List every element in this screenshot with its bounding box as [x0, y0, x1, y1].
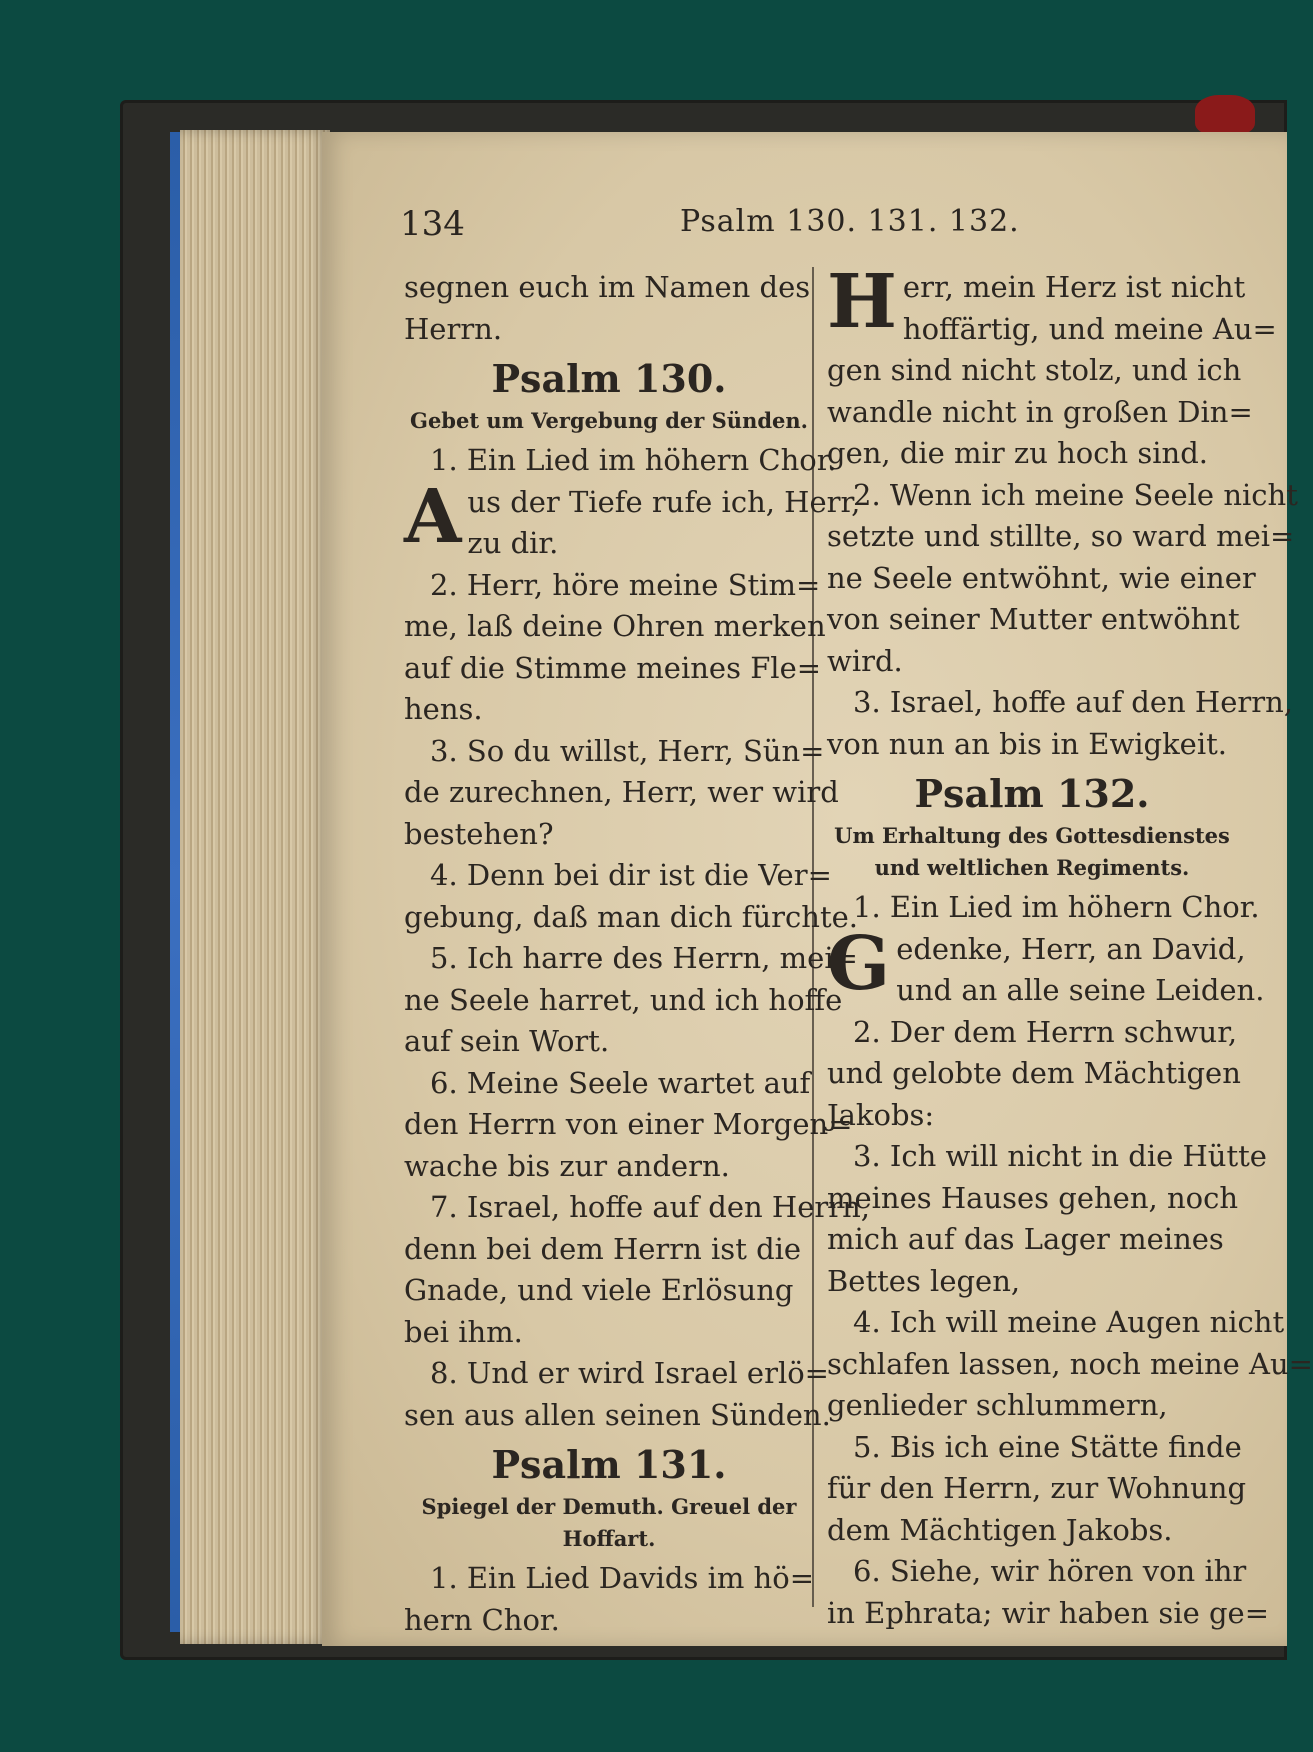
verse-line: 6. Meine Seele wartet auf: [430, 1065, 811, 1100]
text-line: err, mein Herz ist nicht: [902, 270, 1246, 304]
text-line: ne Seele entwöhnt, wie einer: [827, 560, 1256, 595]
verse-line: 3. Ich will nicht in die Hütte: [853, 1139, 1267, 1173]
verse-line: 2. Wenn ich meine Seele nicht: [853, 477, 1298, 512]
page-number: 134: [400, 204, 465, 244]
text-line: für den Herrn, zur Wohnung: [827, 1471, 1247, 1505]
text-line: zu dir.: [467, 526, 559, 560]
text-line: gen sind nicht stolz, und ich: [827, 353, 1242, 387]
text-line: Jakobs:: [827, 1097, 935, 1132]
verse-line: 2. Der dem Herrn schwur,: [853, 1014, 1238, 1049]
text-line: us der Tiefe rufe ich, Herr,: [467, 484, 861, 519]
dropcap-paragraph: [404, 473, 861, 565]
dropcap-paragraph: [827, 259, 1277, 350]
text-line: auf sein Wort.: [404, 1024, 610, 1058]
psalm-130-subheading: Gebet um Vergebung der Sünden.: [410, 408, 808, 433]
right-column: [827, 259, 1313, 1647]
text-line: setzte und stillte, so ward mei=: [827, 519, 1295, 553]
verse-line: 4. Ich will meine Augen nicht: [853, 1305, 1285, 1339]
psalm-131-subheading: Hoffart.: [562, 1526, 656, 1551]
text-line: hoffärtig, und meine Au=: [902, 311, 1277, 346]
verse-line: 8. Und er wird Israel erlö=: [430, 1356, 829, 1390]
verse-line: 3. Israel, hoffe auf den Herrn,: [853, 685, 1293, 719]
verse-line: 2. Herr, höre meine Stim=: [430, 567, 821, 602]
drop-cap: H: [827, 259, 897, 345]
verse-line: 1. Ein Lied im höhern Chor.: [853, 890, 1260, 924]
psalm-132-subheading: und weltlichen Regiments.: [874, 855, 1190, 880]
text-line: edenke, Herr, an David,: [896, 931, 1246, 966]
drop-cap: G: [827, 920, 891, 1007]
psalm-130-heading: Psalm 130.: [491, 356, 727, 401]
text-line: wird.: [827, 643, 903, 678]
psalm-131-heading: Psalm 131.: [491, 1442, 727, 1487]
text-line: ne Seele harret, und ich hoffe: [404, 982, 843, 1017]
text-line: meines Hauses gehen, noch: [827, 1180, 1239, 1215]
text-line: Bettes legen,: [827, 1263, 1021, 1298]
text-line: gen, die mir zu hoch sind.: [827, 436, 1208, 470]
verse-line: 4. Denn bei dir ist die Ver=: [430, 858, 832, 892]
text-line: von nun an bis in Ewigkeit.: [827, 726, 1227, 761]
verse-line: 5. Ich harre des Herrn, mei=: [430, 941, 858, 975]
text-line: von seiner Mutter entwöhnt: [827, 602, 1240, 636]
page-stack: [180, 130, 330, 1644]
text-line: wache bis zur andern.: [404, 1148, 730, 1183]
psalm-131-subheading: Spiegel der Demuth. Greuel der: [421, 1494, 797, 1519]
verse-line: 6. Siehe, wir hören von ihr: [853, 1554, 1247, 1588]
page-header: [400, 204, 1227, 254]
dropcap-paragraph: [827, 920, 1265, 1012]
text-line: segnen euch im Namen des: [404, 270, 811, 304]
text-line: und an alle seine Leiden.: [896, 973, 1265, 1007]
text-line: mich auf das Lager meines: [827, 1222, 1224, 1256]
text-line: denn bei dem Herrn ist die: [404, 1231, 802, 1266]
psalm-132-subheading: Um Erhaltung des Gottesdienstes: [834, 823, 1230, 848]
text-line: de zurechnen, Herr, wer wird: [404, 775, 839, 809]
psalm-132-heading: Psalm 132.: [914, 771, 1150, 816]
text-line: auf die Stimme meines Fle=: [404, 650, 822, 685]
text-line: hern Chor.: [404, 1602, 560, 1637]
text-line: schlafen lassen, noch meine Au=: [827, 1346, 1313, 1381]
text-line: dem Mächtigen Jakobs.: [827, 1512, 1173, 1547]
verse-line: 5. Bis ich eine Stätte finde: [853, 1429, 1242, 1464]
book-page: [322, 132, 1313, 1646]
text-line: Herrn.: [404, 311, 503, 346]
running-title: Psalm 130. 131. 132.: [680, 204, 1020, 239]
drop-cap: A: [404, 473, 462, 560]
text-line: genlieder schlummern,: [827, 1388, 1168, 1422]
text-line: gebung, daß man dich fürchte.: [404, 899, 858, 934]
text-line: me, laß deine Ohren merken: [404, 609, 826, 643]
verse-line: 3. So du willst, Herr, Sün=: [430, 733, 825, 768]
text-line: in Ephrata; wir haben sie ge=: [827, 1595, 1269, 1630]
text-line: bei ihm.: [404, 1314, 523, 1349]
left-column: [404, 267, 870, 1647]
text-line: sen aus allen seinen Sünden.: [404, 1397, 831, 1432]
text-line: bestehen?: [404, 816, 554, 851]
text-line: hens.: [404, 692, 483, 726]
verse-line: 1. Ein Lied Davids im hö=: [430, 1561, 814, 1595]
text-line: den Herrn von einer Morgen=: [404, 1107, 853, 1141]
text-line: und gelobte dem Mächtigen: [827, 1056, 1241, 1090]
text-line: Gnade, und viele Erlösung: [404, 1273, 794, 1307]
bookmark-ribbon: [1195, 95, 1255, 135]
verse-line: 1. Ein Lied im höhern Chor.: [430, 443, 837, 477]
text-line: wandle nicht in großen Din=: [827, 394, 1253, 429]
verse-line: 7. Israel, hoffe auf den Herrn,: [430, 1190, 870, 1224]
